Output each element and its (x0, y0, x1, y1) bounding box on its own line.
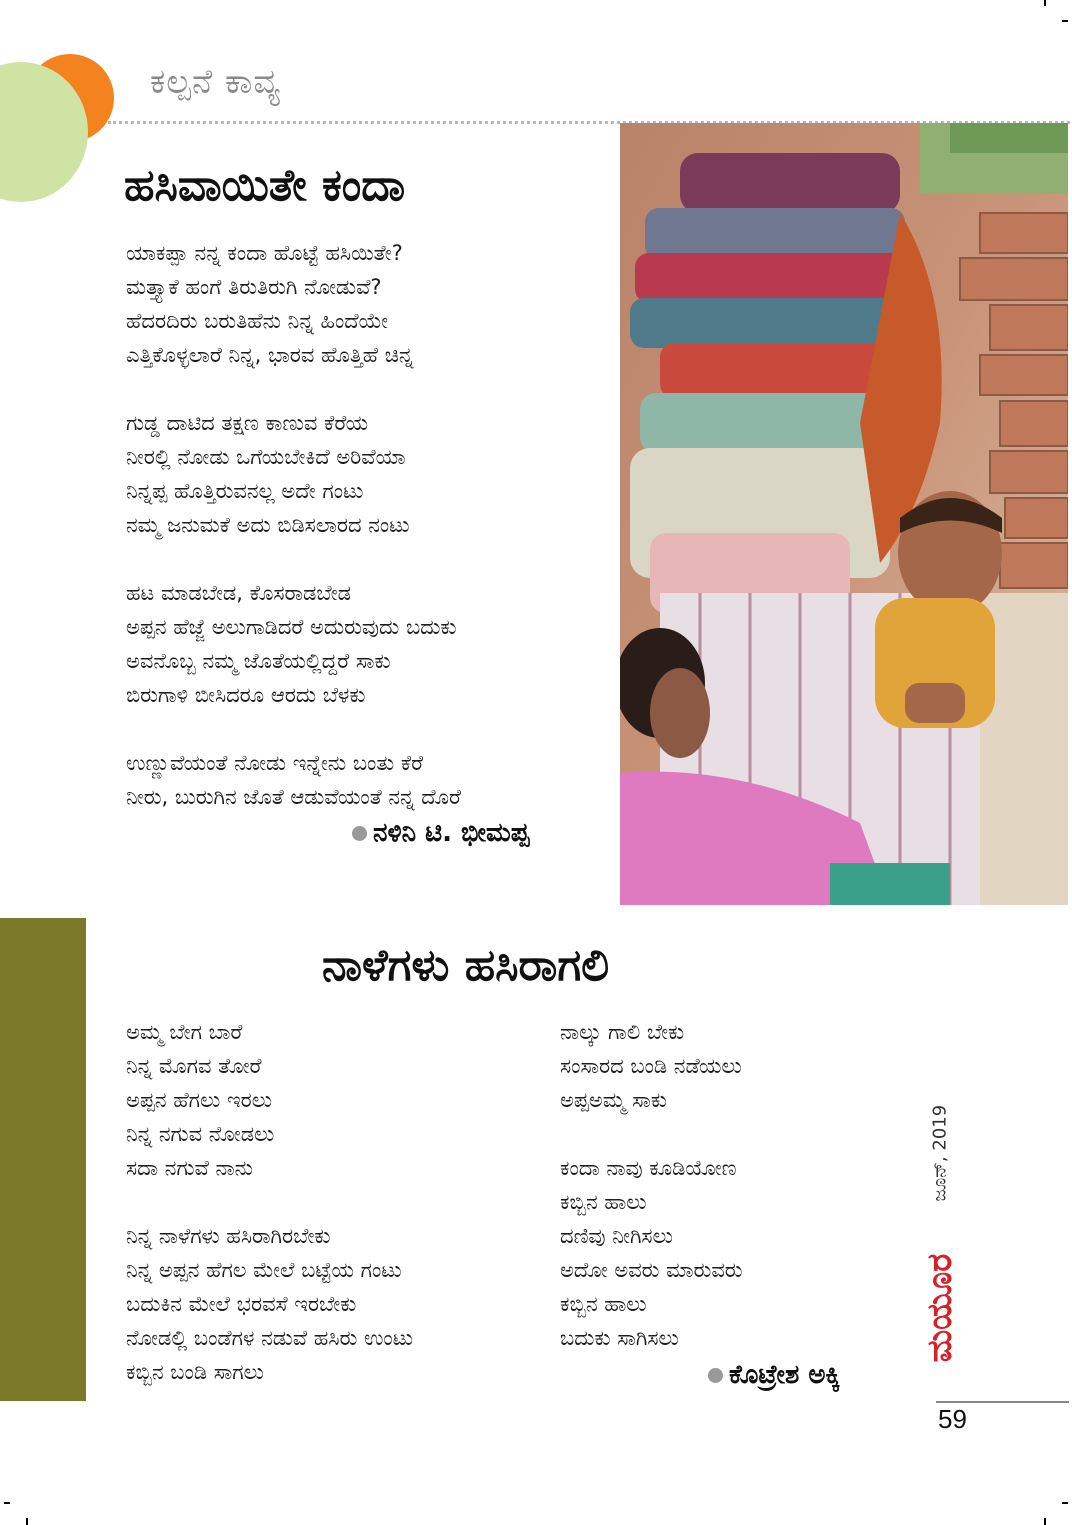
poem2-line: ದಣಿವು ನೀಗಿಸಲು (560, 1224, 673, 1248)
poem2-right-column (560, 1015, 743, 1355)
poem1-line: ಹೆದರದಿರು ಬರುತಿಹೆನು ನಿನ್ನ ಹಿಂದೆಯೇ (126, 309, 389, 333)
crop-mark (1062, 20, 1068, 22)
stanza-gap (126, 1185, 413, 1219)
crop-mark (1062, 1502, 1068, 1504)
poem1-line: ಎತ್ತಿಕೊಳ್ಳಲಾರೆ ನಿನ್ನ, ಭಾರವ ಹೊತ್ತಿಹೆ ಚಿನ್ನ (126, 343, 414, 367)
poem1-author-name: ನಳಿನಿ ಟಿ. ಭೀಮಪ್ಪ (373, 818, 530, 848)
poem2-line: ನಿನ್ನ ನಾಳೆಗಳು ಹಸಿರಾಗಿರಬೇಕು (126, 1224, 331, 1248)
poem2-line: ಅಮ್ಮ ಬೇಗ ಬಾರೆ (126, 1020, 243, 1044)
poem1-line: ಅಪ್ಪನ ಹೆಜ್ಜೆ ಅಲುಗಾಡಿದರೆ ಅದುರುವುದು ಬದುಕು (126, 615, 457, 639)
poem1-line: ಗುಡ್ಡ ದಾಟಿದ ತಕ್ಷಣ ಕಾಣುವ ಕೆರೆಯ (126, 411, 369, 435)
poem2-left-column (126, 1015, 413, 1389)
poem1-line: ಉಣ್ಣುವೆಯಂತೆ ನೋಡು ಇನ್ನೇನು ಬಂತು ಕೆರೆ (126, 751, 424, 775)
poem2-line: ನಿನ್ನ ಮೊಗವ ತೋರೆ (126, 1054, 262, 1078)
poem2-line: ಕಂದಾ ನಾವು ಕೂಡಿಯೋಣ (560, 1156, 737, 1180)
poem2-line: ಕಬ್ಬಿನ ಬಂಡಿ ಸಾಗಲು (126, 1360, 264, 1384)
poem2-line: ಕಬ್ಬಿನ ಹಾಲು (560, 1292, 647, 1316)
issue-date: ಜೂನ್, 2019 (929, 1104, 951, 1202)
poem2-line: ನಿನ್ನ ನಗುವ ನೋಡಲು (126, 1122, 275, 1146)
stanza-gap (126, 712, 461, 746)
poem2-line: ಸದಾ ನಗುವೆ ನಾನು (126, 1156, 253, 1180)
poem1-line: ಹಟ ಮಾಡಬೇಡ, ಕೊಸರಾಡಬೇಡ (126, 581, 352, 605)
stanza-gap (126, 372, 461, 406)
photo-father-carrying-clothes-with-child (620, 123, 1068, 905)
poem1-line: ಬಿರುಗಾಳಿ ಬೀಸಿದರೂ ಆರದು ಬೆಳಕು (126, 683, 366, 707)
poem1-line: ನಿನ್ನಪ್ಪ ಹೊತ್ತಿರುವನಲ್ಲ ಅದೇ ಗಂಟು (126, 479, 364, 503)
poem2-author-name: ಕೊಟ್ರೇಶ ಅಕ್ಕಿ (729, 1360, 841, 1390)
poem1-body (126, 236, 461, 814)
poem2-title: ನಾಳೆಗಳು ಹಸಿರಾಗಲಿ (322, 940, 610, 991)
poem1-title: ಹಸಿವಾಯಿತೇ ಕಂದಾ (124, 160, 406, 211)
poem1-line: ಅವನೊಬ್ಬ ನಮ್ಮ ಜೊತೆಯಲ್ಲಿದ್ದರೆ ಸಾಕು (126, 649, 391, 673)
bullet-dot (352, 826, 367, 841)
poem2-line: ಅಪ್ಪನ ಹೆಗಲು ಇರಲು (126, 1088, 273, 1112)
poem2-line: ಬದುಕಿನ ಮೇಲೆ ಭರವಸೆ ಇರಬೇಕು (126, 1292, 357, 1316)
poem2-line: ನಾಲ್ಕು ಗಾಲಿ ಬೇಕು (560, 1020, 685, 1044)
section-label: ಕಲ್ಪನೆ ಕಾವ್ಯ (150, 62, 281, 102)
poem1-line: ಮತ್ತ್ಯಾಕೆ ಹಂಗೆ ತಿರುತಿರುಗಿ ನೋಡುವೆ? (126, 275, 382, 299)
poem1-line: ನಮ್ಮ ಜನುಮಕೆ ಅದು ಬಿಡಿಸಲಾರದ ನಂಟು (126, 513, 410, 537)
poem2-line: ನೋಡಲ್ಲಿ ಬಂಡೆಗಳ ನಡುವೆ ಹಸಿರು ಉಂಟು (126, 1326, 414, 1350)
magazine-name: ಮಯೂರ (920, 1253, 960, 1363)
stanza-gap (126, 542, 461, 576)
stanza-gap (560, 1117, 743, 1151)
poem2-line: ಅದೋ ಅವರು ಮಾರುವರು (560, 1258, 743, 1282)
poem1-line: ಯಾಕಪ್ಪಾ ನನ್ನ ಕಂದಾ ಹೊಟ್ಟೆ ಹಸಿಯಿತೇ? (126, 241, 403, 265)
poem2-line: ಕಬ್ಬಿನ ಹಾಲು (560, 1190, 647, 1214)
crop-mark (1044, 0, 1046, 6)
crop-mark (1044, 1518, 1046, 1525)
olive-side-bar (0, 918, 86, 1401)
photo-illustration (620, 123, 1068, 905)
poem1-author (352, 818, 529, 849)
poem1-line: ನೀರಲ್ಲಿ ನೋಡು ಒಗೆಯಬೇಕಿದೆ ಅರಿವೆಯಾ (126, 445, 406, 469)
poem1-line: ನೀರು, ಬುರುಗಿನ ಜೊತೆ ಆಡುವೆಯಂತೆ ನನ್ನ ದೊರೆ (126, 785, 461, 809)
bullet-dot (708, 1368, 723, 1383)
poem2-author (708, 1360, 840, 1391)
crop-mark (4, 1502, 10, 1504)
poem2-line: ಅಪ್ಪಅಮ್ಮ ಸಾಕು (560, 1088, 667, 1112)
poem2-line: ಸಂಸಾರದ ಬಂಡಿ ನಡೆಯಲು (560, 1054, 742, 1078)
poem2-line: ನಿನ್ನ ಅಪ್ಪನ ಹೆಗಲ ಮೇಲೆ ಬಟ್ಟೆಯ ಗಂಟು (126, 1258, 402, 1282)
page-number-rule (936, 1401, 1069, 1403)
poem2-line: ಬದುಕು ಸಾಗಿಸಲು (560, 1326, 679, 1350)
crop-mark (26, 1518, 28, 1525)
page-number: 59 (938, 1404, 967, 1434)
